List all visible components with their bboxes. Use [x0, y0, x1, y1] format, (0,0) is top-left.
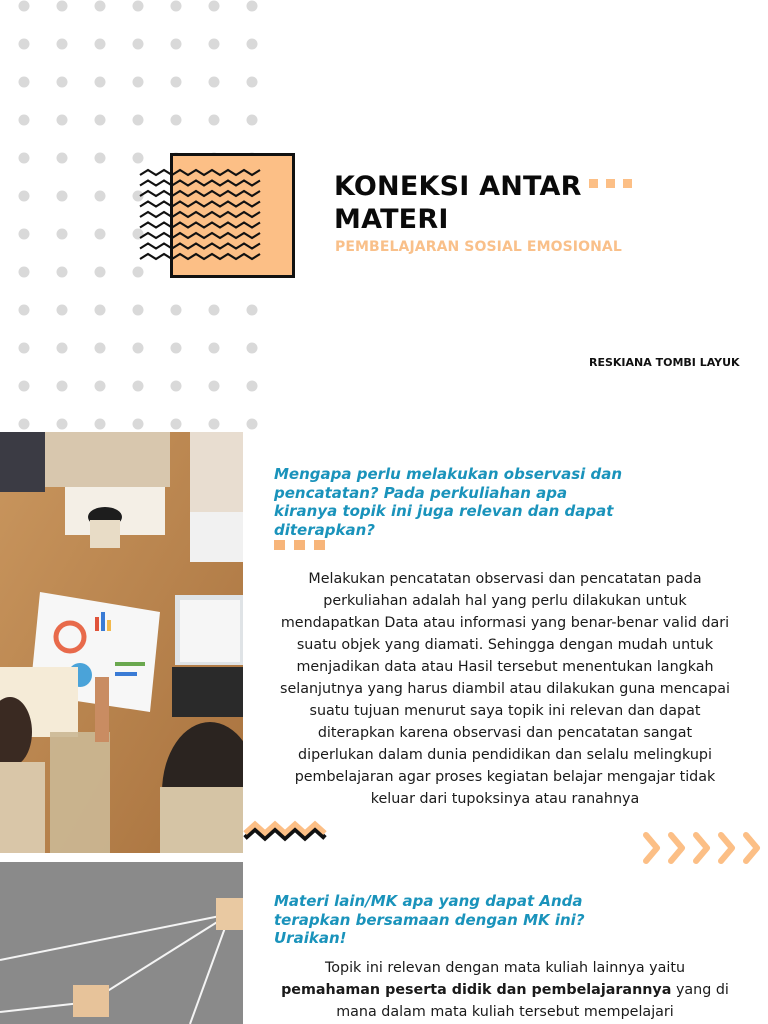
- grid-dot: [247, 419, 258, 430]
- photo-network-blocks: [0, 862, 243, 1024]
- answer-related-course: [280, 957, 730, 1023]
- grid-dot: [95, 229, 106, 240]
- grid-dot: [247, 343, 258, 354]
- grid-dot: [133, 153, 144, 164]
- grid-dot: [19, 39, 30, 50]
- grid-dot: [57, 419, 68, 430]
- chevron-mark: [696, 835, 707, 861]
- grid-dot: [247, 305, 258, 316]
- page-title: KONEKSI ANTAR MATERI: [334, 171, 582, 235]
- question-related-course: Materi lain/MK apa yang dapat Anda terapkan bersamaan dengan MK ini? Uraikan!: [274, 892, 585, 947]
- grid-dot: [209, 343, 220, 354]
- grid-dot: [209, 77, 220, 88]
- grid-dot: [133, 267, 144, 278]
- grid-dot: [133, 77, 144, 88]
- grid-dot: [171, 305, 182, 316]
- grid-dot: [171, 419, 182, 430]
- grid-dot: [133, 381, 144, 392]
- answer-related-suffix: yang di mana dalam mata kuliah tersebut mempelajari: [336, 982, 729, 1020]
- grid-dot: [247, 1, 258, 12]
- question-squares-decoration: [274, 540, 325, 550]
- grid-dot: [95, 191, 106, 202]
- zigzag-line: [140, 181, 260, 186]
- grid-dot: [209, 39, 220, 50]
- grid-dot: [171, 1, 182, 12]
- grid-dot: [57, 229, 68, 240]
- grid-dot: [57, 153, 68, 164]
- grid-dot: [133, 1, 144, 12]
- grid-dot: [95, 39, 106, 50]
- grid-dot: [19, 343, 30, 354]
- zigzag-line: [140, 223, 260, 228]
- answer-related-prefix: Topik ini relevan dengan mata kuliah lainnya yaitu: [324, 960, 686, 976]
- answer-related-bold: pemahaman peserta didik dan pembelajarannya: [281, 982, 672, 998]
- zigzag-line: [140, 233, 260, 238]
- chevron-mark: [721, 835, 732, 861]
- grid-dot: [19, 115, 30, 126]
- grid-dot: [19, 153, 30, 164]
- grid-dot: [19, 381, 30, 392]
- grid-dot: [133, 419, 144, 430]
- zigzag-line: [140, 212, 260, 217]
- grid-dot: [19, 229, 30, 240]
- zigzag-line: [140, 244, 260, 249]
- zigzag-line: [140, 191, 260, 196]
- grid-dot: [171, 39, 182, 50]
- zigzag-line: [140, 202, 260, 207]
- grid-dot: [171, 343, 182, 354]
- author-name: RESKIANA TOMBI LAYUK: [589, 356, 740, 369]
- grid-dot: [95, 381, 106, 392]
- grid-dot: [57, 39, 68, 50]
- grid-dot: [247, 77, 258, 88]
- answer-observation: Melakukan pencatatan observasi dan pencatatan pada perkuliahan adalah hal yang perlu dilakukan untuk mendapatkan Data atau informasi yang benar-benar valid dari suatu objek yang diamati. Sehingga dengan mudah untuk menjadikan data atau Hasil tersebut menentukan langkah selanjutnya yang harus diambil atau dilakukan guna mencapai suatu tujuan menurut saya topik ini relevan dan dapat diterapkan karena observasi dan pencatatan sangat diperlukan dalam dunia pendidikan dan selalu melingkupi pembelajaran agar proses kegiatan belajar mengajar tidak keluar dari tupoksinya atau ranahnya: [280, 571, 730, 807]
- grid-dot: [57, 381, 68, 392]
- grid-dot: [57, 191, 68, 202]
- grid-dot: [171, 77, 182, 88]
- grid-dot: [19, 419, 30, 430]
- page-subtitle: PEMBELAJARAN SOSIAL EMOSIONAL: [335, 239, 622, 255]
- grid-dot: [57, 343, 68, 354]
- zigzag-line: [140, 254, 260, 259]
- chevron-mark: [671, 835, 682, 861]
- grid-dot: [57, 1, 68, 12]
- grid-dot: [171, 381, 182, 392]
- grid-dot: [133, 115, 144, 126]
- grid-dot: [133, 39, 144, 50]
- grid-dot: [95, 77, 106, 88]
- grid-dot: [19, 305, 30, 316]
- grid-dot: [57, 305, 68, 316]
- grid-dot: [19, 1, 30, 12]
- grid-dot: [247, 115, 258, 126]
- grid-dot: [209, 419, 220, 430]
- grid-dot: [57, 267, 68, 278]
- grid-dot: [247, 381, 258, 392]
- grid-dot: [209, 305, 220, 316]
- zigzag-decoration: [243, 816, 333, 851]
- grid-dot: [209, 1, 220, 12]
- grid-dot: [95, 343, 106, 354]
- question-observation: Mengapa perlu melakukan observasi dan pencatatan? Pada perkuliahan apa kiranya topik ini juga relevan dan dapat diterapkan?: [274, 465, 623, 539]
- grid-dot: [133, 343, 144, 354]
- grid-dot: [95, 419, 106, 430]
- grid-dot: [19, 191, 30, 202]
- grid-dot: [209, 381, 220, 392]
- photo-team-meeting: [0, 432, 243, 853]
- zigzag-lines-decoration: [138, 165, 268, 265]
- grid-dot: [19, 267, 30, 278]
- grid-dot: [95, 115, 106, 126]
- grid-dot: [57, 115, 68, 126]
- zigzag-line: [140, 170, 260, 175]
- grid-dot: [19, 77, 30, 88]
- grid-dot: [57, 77, 68, 88]
- chevron-mark: [646, 835, 657, 861]
- title-squares-decoration: [589, 179, 632, 188]
- chevrons-decoration: [640, 830, 768, 866]
- grid-dot: [171, 115, 182, 126]
- grid-dot: [209, 115, 220, 126]
- grid-dot: [95, 1, 106, 12]
- grid-dot: [133, 305, 144, 316]
- grid-dot: [95, 153, 106, 164]
- grid-dot: [95, 305, 106, 316]
- grid-dot: [247, 39, 258, 50]
- chevron-mark: [746, 835, 757, 861]
- grid-dot: [95, 267, 106, 278]
